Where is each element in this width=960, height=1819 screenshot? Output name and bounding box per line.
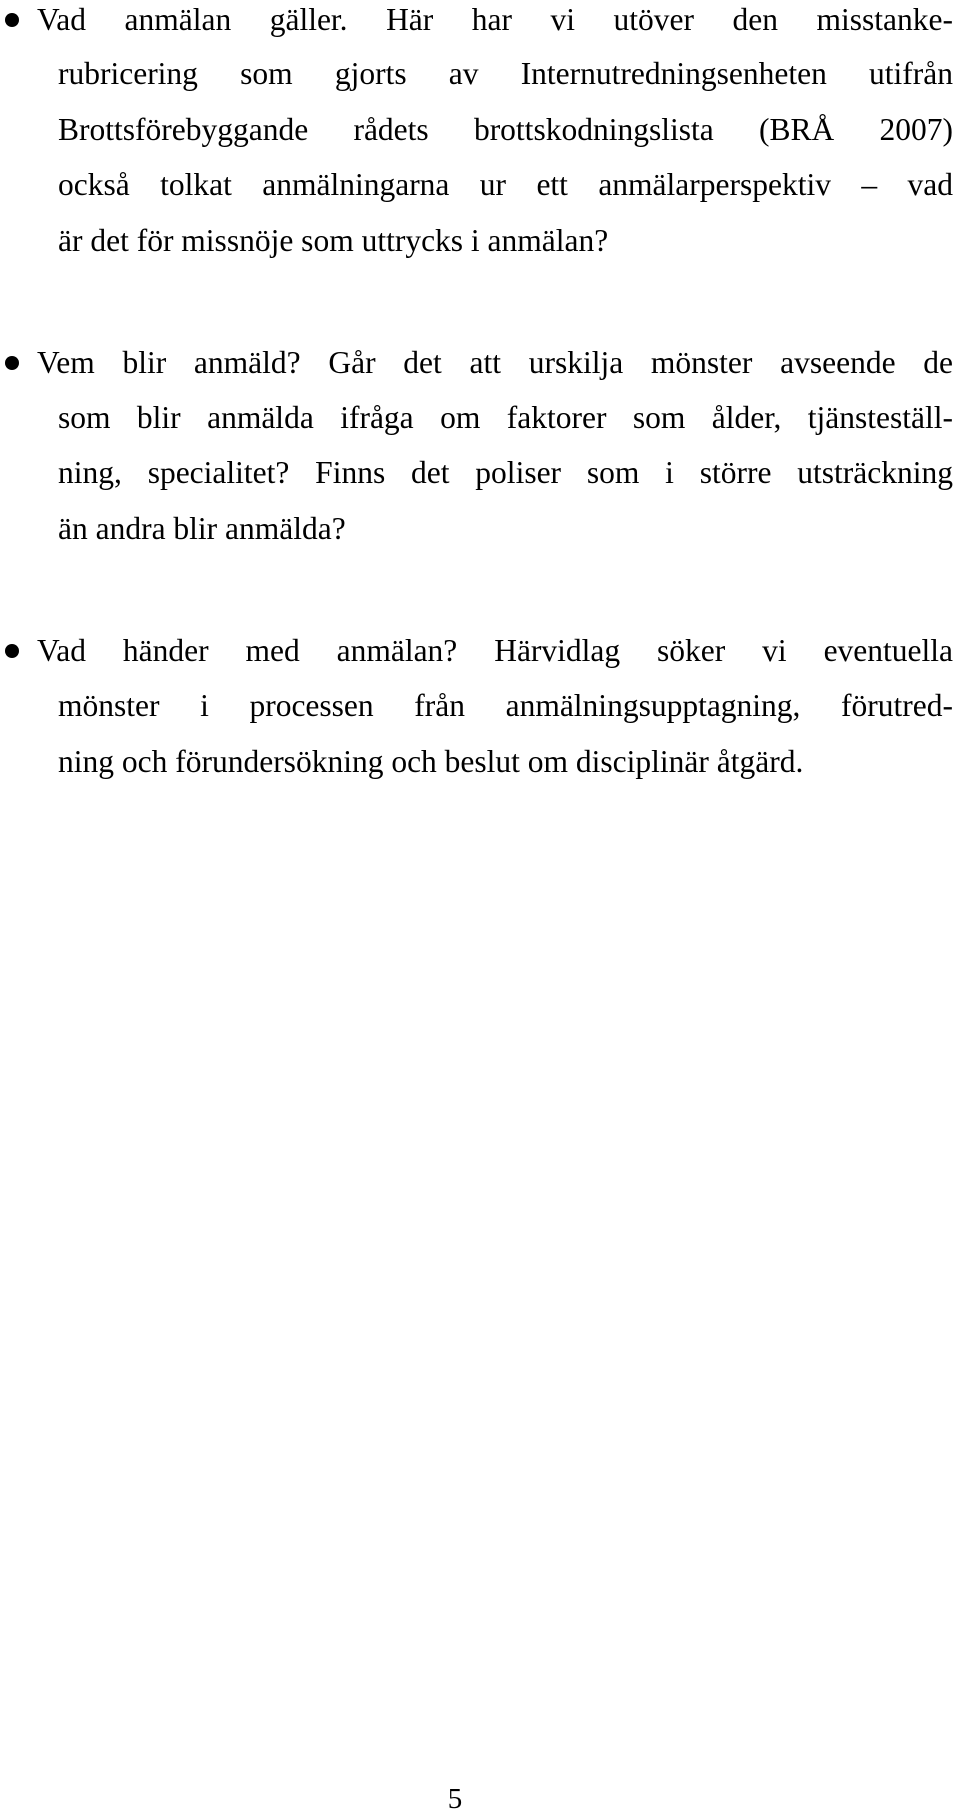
bullet-icon — [5, 356, 19, 370]
text-line: mönster i processen från anmälningsupptagning, förutred- — [58, 688, 953, 723]
text-line: ning och förundersökning och beslut om disciplinär åtgärd. — [58, 744, 804, 779]
text-line: också tolkat anmälningarna ur ett anmälarperspektiv – vad — [58, 167, 953, 202]
text-line: Vad anmälan gäller. Här har vi utöver den misstanke- — [37, 2, 953, 37]
bullet-icon — [5, 644, 19, 658]
page-number: 5 — [447, 1783, 463, 1815]
bullet-icon — [5, 13, 19, 27]
text-line: rubricering som gjorts av Internutredningsenheten utifrån — [58, 56, 953, 91]
text-line: Brottsförebyggande rådets brottskodningslista (BRÅ 2007) — [58, 112, 953, 147]
text-line: Vem blir anmäld? Går det att urskilja mönster avseende de — [37, 345, 953, 380]
text-line: än andra blir anmälda? — [58, 511, 346, 546]
text-line: Vad händer med anmälan? Härvidlag söker vi eventuella — [37, 633, 953, 668]
text-line: är det för missnöje som uttrycks i anmälan? — [58, 223, 609, 258]
text-line: ning, specialitet? Finns det poliser som i större utsträckning — [58, 455, 953, 490]
text-line: som blir anmälda ifråga om faktorer som ålder, tjänsteställ- — [58, 400, 953, 435]
